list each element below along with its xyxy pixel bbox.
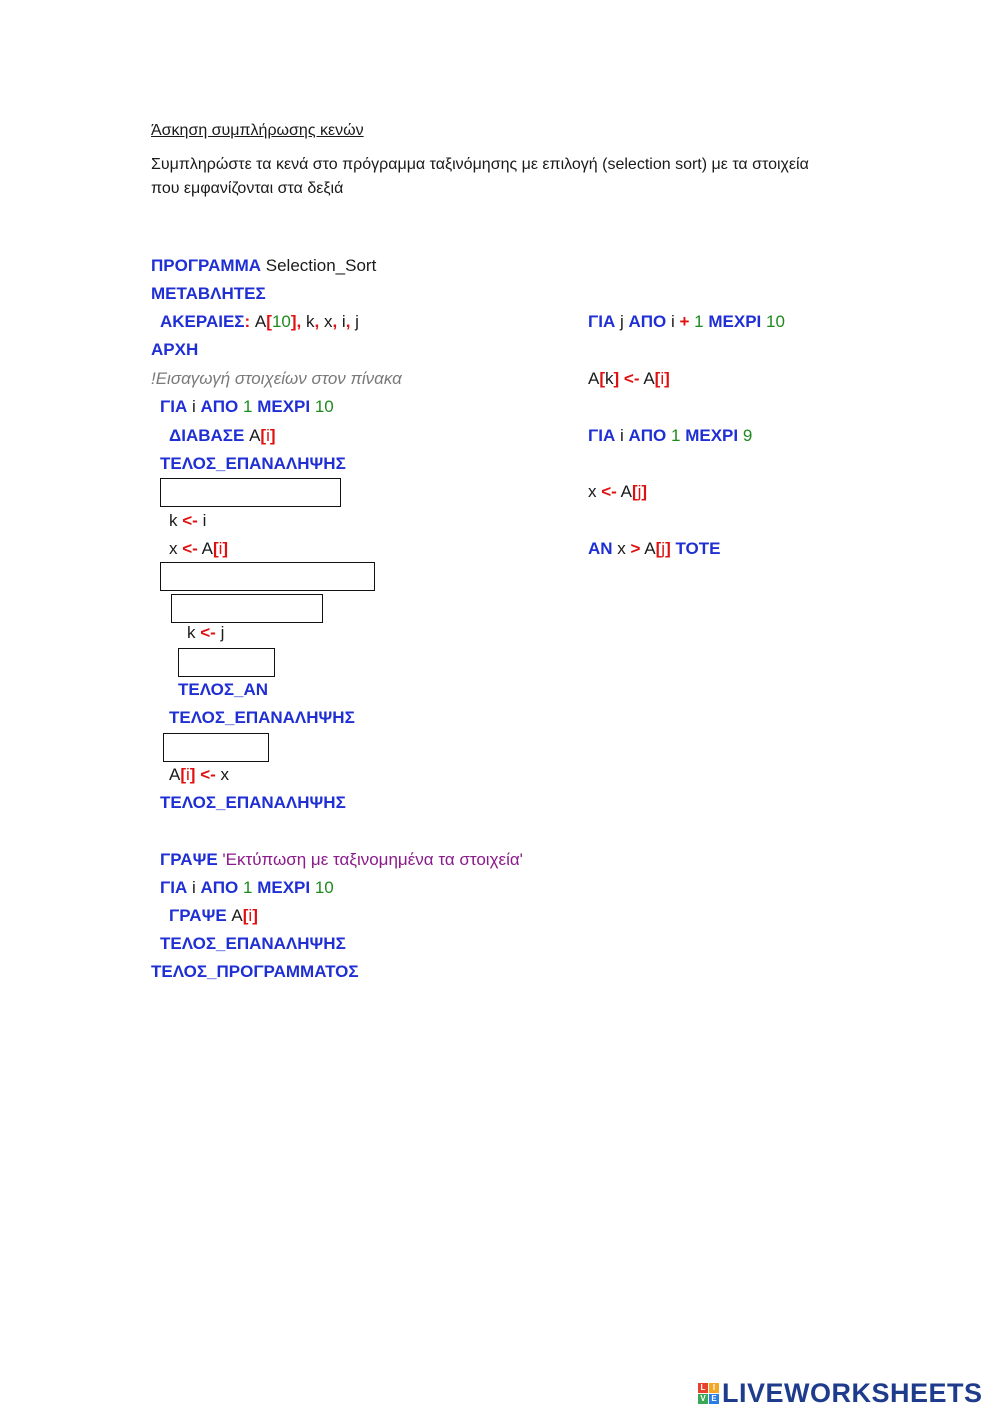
string-literal: 'Εκτύπωση με ταξινομημένα τα στοιχεία' [222, 850, 523, 869]
keyword: ΜΕΧΡΙ [257, 878, 311, 897]
option-assign-x[interactable] [588, 482, 647, 502]
var-a: A [254, 312, 267, 331]
number: 10 [271, 312, 291, 331]
number: 1 [670, 426, 681, 445]
assign-operator: <- [200, 765, 216, 784]
keyword: ΑΡΧΗ [151, 340, 199, 359]
var-a: A [169, 765, 181, 784]
bracket: [ [631, 482, 638, 501]
keyword: ΜΕΧΡΙ [685, 426, 739, 445]
assign-operator: <- [182, 511, 198, 530]
bracket: [ [260, 426, 267, 445]
code-line-comment [151, 369, 402, 389]
code-line-assign-ai [169, 765, 229, 785]
logo-letter: I [709, 1383, 719, 1393]
assign-operator: <- [200, 623, 216, 642]
logo-letter: L [698, 1383, 708, 1393]
number: 1 [242, 878, 253, 897]
bracket: [ [266, 312, 272, 331]
option-for-j[interactable] [588, 312, 785, 332]
number: 9 [742, 426, 753, 445]
code-line-integers [160, 312, 359, 332]
var-x: x [323, 312, 333, 331]
keyword: ΑΝ [588, 539, 613, 558]
keyword: ΜΕΤΑΒΛΗΤΕΣ [151, 284, 266, 303]
keyword: ΑΠΟ [628, 312, 667, 331]
var-a: A [588, 369, 600, 388]
liveworksheets-logo [698, 1378, 983, 1409]
option-if[interactable] [588, 539, 721, 559]
code-line-end-program [151, 962, 359, 982]
bracket: ] [252, 906, 258, 925]
bracket: ] [664, 369, 670, 388]
keyword: ΜΕΧΡΙ [257, 397, 311, 416]
var-j: j [220, 623, 225, 642]
bracket: ] [613, 369, 620, 388]
bracket: ] [269, 426, 276, 445]
code-line-end-inner-loop [169, 708, 355, 728]
index: i [248, 906, 253, 925]
var-i: i [191, 397, 196, 416]
assign-operator: <- [601, 482, 617, 501]
bracket: [ [212, 539, 219, 558]
keyword: ΤΕΛΟΣ_ΠΡΟΓΡΑΜΜΑΤΟΣ [151, 962, 359, 981]
var-a: A [249, 426, 261, 445]
bracket: [ [242, 906, 249, 925]
comment: !Εισαγωγή στοιχείων στον πίνακα [151, 369, 402, 388]
keyword: ΤΟΤΕ [675, 539, 721, 558]
var-i: i [341, 312, 346, 331]
comma: , [314, 312, 320, 331]
var-j: j [619, 312, 624, 331]
exercise-instructions: Συμπληρώστε τα κενά στο πρόγραμμα ταξινόμησης με επιλογή (selection sort) με τα στοιχεία που εμφανίζονται στα δεξιά [151, 156, 809, 197]
bracket: ] [189, 765, 196, 784]
code-line-variables [151, 284, 266, 304]
index: i [266, 426, 270, 445]
blank-box-condition[interactable] [171, 594, 323, 623]
code-line-assign-x [169, 539, 228, 559]
keyword: ΓΡΑΨΕ [160, 850, 218, 869]
keyword: ΓΡΑΨΕ [169, 906, 227, 925]
bracket: ], [290, 312, 302, 331]
var-a: A [643, 369, 655, 388]
var-x: x [588, 482, 597, 501]
code-line-end-outer-loop [160, 793, 346, 813]
number: 10 [314, 878, 334, 897]
index: j [661, 539, 666, 558]
var-j: j [355, 312, 359, 331]
var-i: i [202, 511, 207, 530]
keyword: ΓΙΑ [160, 397, 188, 416]
code-line-write-msg [160, 850, 523, 870]
bracket: [ [599, 369, 606, 388]
code-line-read [169, 426, 276, 446]
var-a: A [620, 482, 632, 501]
index: i [218, 539, 223, 558]
option-assign-ak[interactable] [588, 369, 670, 389]
bracket: ] [222, 539, 229, 558]
keyword: ΠΡΟΓΡΑΜΜΑ [151, 256, 262, 275]
code-line-end-output-loop [160, 934, 346, 954]
bracket: ] [665, 539, 671, 558]
option-for-i[interactable] [588, 426, 752, 446]
var-x: x [617, 539, 626, 558]
var-a: A [231, 906, 243, 925]
keyword: ΤΕΛΟΣ_ΕΠΑΝΑΛΗΨΗΣ [160, 934, 346, 953]
var-x: x [220, 765, 230, 784]
code-line-for-input [160, 397, 334, 417]
var-x: x [169, 539, 178, 558]
var-i: i [670, 312, 675, 331]
keyword: ΔΙΑΒΑΣΕ [169, 426, 245, 445]
keyword: ΤΕΛΟΣ_ΕΠΑΝΑΛΗΨΗΣ [160, 793, 346, 812]
keyword: ΜΕΧΡΙ [708, 312, 762, 331]
bracket: [ [654, 369, 661, 388]
code-line-end-loop [160, 454, 346, 474]
code-line-assign-k-j [187, 623, 224, 643]
code-line-begin [151, 340, 198, 360]
assign-operator: <- [623, 369, 640, 388]
var-i: i [619, 426, 624, 445]
keyword: ΓΙΑ [588, 426, 616, 445]
var-k: k [305, 312, 315, 331]
keyword: ΤΕΛΟΣ_ΕΠΑΝΑΛΗΨΗΣ [169, 708, 355, 727]
comma: , [332, 312, 338, 331]
bracket: ] [641, 482, 648, 501]
var-i: i [191, 878, 196, 897]
keyword: ΤΕΛΟΣ_ΕΠΑΝΑΛΗΨΗΣ [160, 454, 346, 473]
keyword: ΑΠΟ [200, 878, 239, 897]
number: 10 [766, 312, 785, 331]
blank-box-inner-loop[interactable] [160, 562, 375, 591]
number: 10 [314, 397, 334, 416]
keyword: ΑΚΕΡΑΙΕΣ [160, 312, 245, 331]
var-k: k [169, 511, 178, 530]
blank-box-assign-x[interactable] [178, 648, 275, 677]
blank-box-outer-loop[interactable] [160, 478, 341, 507]
code-line-assign-k [169, 511, 206, 531]
var-a: A [201, 539, 213, 558]
logo-text: LIVEWORKSHEETS [722, 1378, 983, 1408]
code-line-write-a [169, 906, 258, 926]
code-line-for-output [160, 878, 334, 898]
number: 1 [242, 397, 253, 416]
bracket: [ [655, 539, 662, 558]
code-line-program [151, 256, 376, 276]
code-line-end-if [178, 680, 268, 700]
gt-operator: > [630, 539, 641, 558]
logo-letter: E [709, 1394, 719, 1404]
program-name: Selection_Sort [265, 256, 377, 275]
logo-letter: V [698, 1394, 708, 1404]
var-a: A [644, 539, 656, 558]
keyword: ΓΙΑ [588, 312, 616, 331]
exercise-title: Άσκηση συμπλήρωσης κενών [151, 122, 364, 139]
index: i [660, 369, 665, 388]
assign-operator: <- [182, 539, 198, 558]
keyword: ΤΕΛΟΣ_ΑΝ [178, 680, 269, 699]
keyword: ΑΠΟ [628, 426, 667, 445]
number: 1 [694, 312, 704, 331]
index: i [186, 765, 190, 784]
keyword: ΓΙΑ [160, 878, 188, 897]
keyword: ΑΠΟ [200, 397, 239, 416]
logo-badge-icon [698, 1383, 719, 1404]
var-k: k [187, 623, 196, 642]
colon: : [244, 312, 251, 331]
plus-operator: + [679, 312, 690, 331]
comma: , [345, 312, 351, 331]
index: j [637, 482, 642, 501]
var-k: k [605, 369, 614, 388]
bracket: [ [180, 765, 187, 784]
blank-box-swap[interactable] [163, 733, 269, 762]
